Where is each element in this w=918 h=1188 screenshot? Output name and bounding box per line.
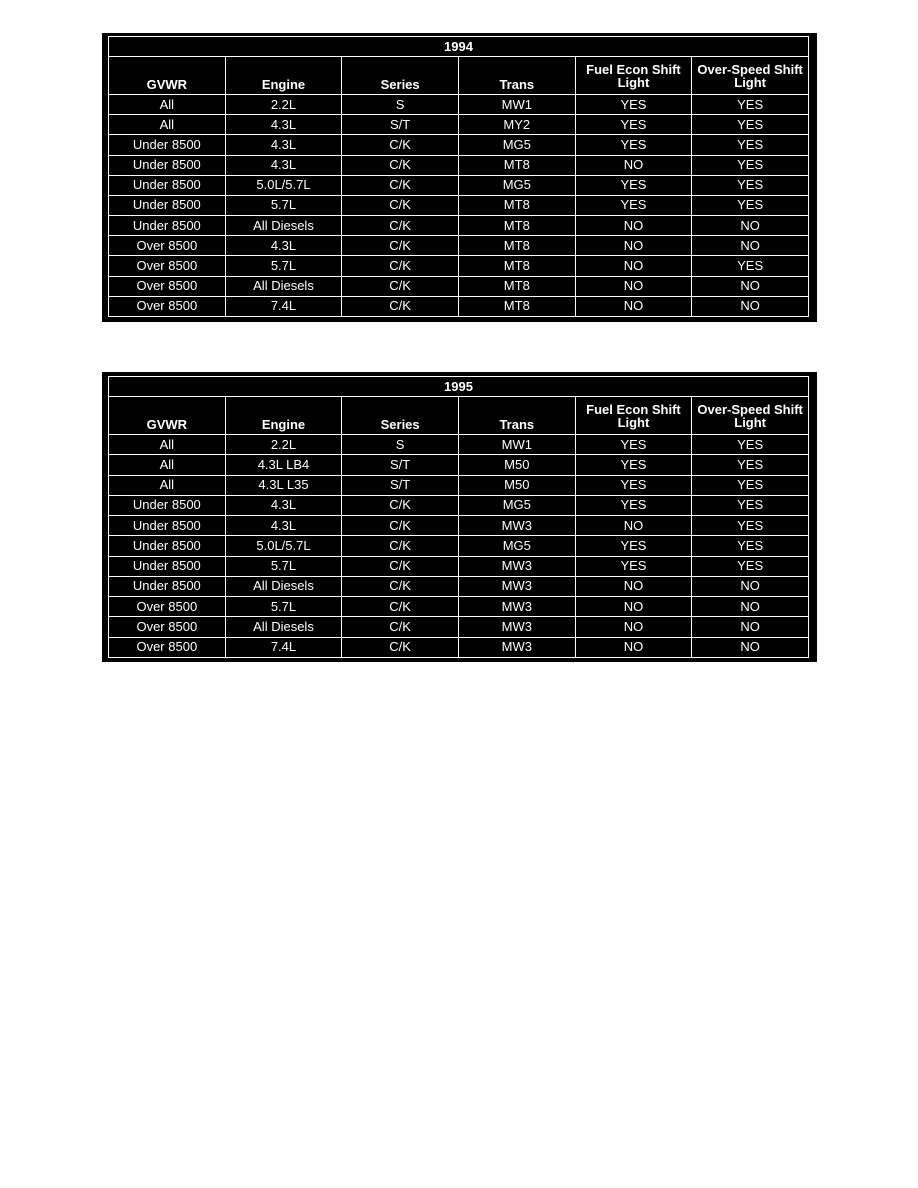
- table-row: [109, 155, 809, 175]
- cell-fuel-econ-shift-light: NO: [575, 516, 692, 536]
- cell-engine: 4.3L LB4: [225, 455, 342, 475]
- cell-over-speed-shift-light: YES: [692, 516, 809, 536]
- cell-trans: MG5: [458, 536, 575, 556]
- table-row: [109, 516, 809, 536]
- cell-fuel-econ-shift-light: NO: [575, 617, 692, 637]
- cell-fuel-econ-shift-light: NO: [575, 576, 692, 596]
- cell-over-speed-shift-light: YES: [692, 556, 809, 576]
- cell-gvwr: All: [109, 435, 226, 455]
- cell-trans: M50: [458, 455, 575, 475]
- column-header-trans: Trans: [458, 397, 575, 435]
- cell-series: S/T: [342, 475, 459, 495]
- table-row: [109, 236, 809, 256]
- cell-over-speed-shift-light: YES: [692, 435, 809, 455]
- shift-light-table-1994: [108, 36, 809, 317]
- table-body: [109, 95, 809, 317]
- cell-engine: 4.3L: [225, 516, 342, 536]
- cell-fuel-econ-shift-light: YES: [575, 556, 692, 576]
- table-row: [109, 536, 809, 556]
- cell-trans: MW3: [458, 617, 575, 637]
- cell-fuel-econ-shift-light: NO: [575, 296, 692, 316]
- cell-series: C/K: [342, 516, 459, 536]
- cell-trans: MW3: [458, 576, 575, 596]
- table-1994-panel: [102, 33, 817, 322]
- cell-over-speed-shift-light: YES: [692, 475, 809, 495]
- cell-trans: MT8: [458, 155, 575, 175]
- cell-series: S: [342, 95, 459, 115]
- cell-engine: 7.4L: [225, 637, 342, 657]
- column-header-series: Series: [342, 397, 459, 435]
- table-row: [109, 475, 809, 495]
- table-row: [109, 195, 809, 215]
- cell-engine: 2.2L: [225, 95, 342, 115]
- cell-fuel-econ-shift-light: YES: [575, 536, 692, 556]
- cell-gvwr: All: [109, 475, 226, 495]
- table-row: [109, 576, 809, 596]
- cell-trans: MW3: [458, 637, 575, 657]
- cell-engine: 4.3L: [225, 155, 342, 175]
- table-row: [109, 256, 809, 276]
- cell-engine: 7.4L: [225, 296, 342, 316]
- cell-gvwr: Over 8500: [109, 256, 226, 276]
- cell-engine: 2.2L: [225, 435, 342, 455]
- cell-trans: MG5: [458, 135, 575, 155]
- table-row: [109, 296, 809, 316]
- cell-fuel-econ-shift-light: NO: [575, 637, 692, 657]
- cell-over-speed-shift-light: NO: [692, 276, 809, 296]
- cell-engine: 5.0L/5.7L: [225, 536, 342, 556]
- cell-gvwr: Under 8500: [109, 195, 226, 215]
- cell-trans: MT8: [458, 276, 575, 296]
- column-header-fuel-econ-shift-light: Fuel Econ Shift Light: [575, 397, 692, 435]
- cell-over-speed-shift-light: YES: [692, 175, 809, 195]
- cell-gvwr: Under 8500: [109, 556, 226, 576]
- cell-engine: 5.7L: [225, 256, 342, 276]
- cell-fuel-econ-shift-light: NO: [575, 236, 692, 256]
- cell-gvwr: Under 8500: [109, 155, 226, 175]
- cell-trans: MW3: [458, 597, 575, 617]
- cell-fuel-econ-shift-light: YES: [575, 175, 692, 195]
- column-header-series: Series: [342, 57, 459, 95]
- cell-over-speed-shift-light: YES: [692, 95, 809, 115]
- cell-over-speed-shift-light: NO: [692, 637, 809, 657]
- cell-engine: 4.3L: [225, 135, 342, 155]
- cell-engine: 5.7L: [225, 195, 342, 215]
- cell-fuel-econ-shift-light: YES: [575, 435, 692, 455]
- cell-series: C/K: [342, 236, 459, 256]
- cell-trans: MT8: [458, 236, 575, 256]
- cell-trans: MW1: [458, 95, 575, 115]
- cell-gvwr: Under 8500: [109, 495, 226, 515]
- cell-gvwr: Under 8500: [109, 576, 226, 596]
- cell-over-speed-shift-light: NO: [692, 576, 809, 596]
- table-body: [109, 435, 809, 658]
- cell-fuel-econ-shift-light: YES: [575, 135, 692, 155]
- cell-engine: All Diesels: [225, 576, 342, 596]
- cell-fuel-econ-shift-light: YES: [575, 495, 692, 515]
- cell-over-speed-shift-light: YES: [692, 495, 809, 515]
- cell-series: C/K: [342, 556, 459, 576]
- cell-series: C/K: [342, 637, 459, 657]
- cell-over-speed-shift-light: YES: [692, 195, 809, 215]
- column-header-over-speed-shift-light: Over-Speed Shift Light: [692, 397, 809, 435]
- cell-series: C/K: [342, 175, 459, 195]
- cell-over-speed-shift-light: NO: [692, 296, 809, 316]
- cell-trans: MT8: [458, 256, 575, 276]
- table-row: [109, 495, 809, 515]
- cell-series: C/K: [342, 135, 459, 155]
- cell-engine: All Diesels: [225, 216, 342, 236]
- cell-series: C/K: [342, 536, 459, 556]
- cell-gvwr: Over 8500: [109, 236, 226, 256]
- cell-series: S/T: [342, 115, 459, 135]
- cell-series: S: [342, 435, 459, 455]
- cell-engine: All Diesels: [225, 276, 342, 296]
- table-year-title: 1994: [109, 37, 809, 57]
- cell-over-speed-shift-light: YES: [692, 536, 809, 556]
- table-year-title: 1995: [109, 377, 809, 397]
- table-row: [109, 115, 809, 135]
- cell-engine: 5.7L: [225, 556, 342, 576]
- cell-trans: MW3: [458, 516, 575, 536]
- column-header-trans: Trans: [458, 57, 575, 95]
- cell-series: C/K: [342, 576, 459, 596]
- cell-gvwr: Under 8500: [109, 516, 226, 536]
- table-row: [109, 455, 809, 475]
- cell-series: C/K: [342, 617, 459, 637]
- table-row: [109, 637, 809, 657]
- cell-fuel-econ-shift-light: NO: [575, 256, 692, 276]
- cell-trans: MY2: [458, 115, 575, 135]
- cell-fuel-econ-shift-light: YES: [575, 115, 692, 135]
- cell-series: C/K: [342, 195, 459, 215]
- cell-gvwr: Over 8500: [109, 597, 226, 617]
- column-header-gvwr: GVWR: [109, 397, 226, 435]
- cell-trans: MW3: [458, 556, 575, 576]
- column-header-gvwr: GVWR: [109, 57, 226, 95]
- cell-engine: 4.3L: [225, 495, 342, 515]
- table-row: [109, 135, 809, 155]
- cell-over-speed-shift-light: YES: [692, 155, 809, 175]
- cell-engine: All Diesels: [225, 617, 342, 637]
- cell-over-speed-shift-light: YES: [692, 135, 809, 155]
- cell-engine: 5.0L/5.7L: [225, 175, 342, 195]
- cell-fuel-econ-shift-light: NO: [575, 155, 692, 175]
- cell-gvwr: Under 8500: [109, 536, 226, 556]
- cell-over-speed-shift-light: NO: [692, 236, 809, 256]
- cell-gvwr: All: [109, 95, 226, 115]
- shift-light-table-1995: [108, 376, 809, 658]
- cell-series: C/K: [342, 216, 459, 236]
- cell-engine: 4.3L: [225, 236, 342, 256]
- cell-engine: 5.7L: [225, 597, 342, 617]
- cell-over-speed-shift-light: NO: [692, 597, 809, 617]
- column-header-engine: Engine: [225, 397, 342, 435]
- cell-trans: M50: [458, 475, 575, 495]
- table-row: [109, 435, 809, 455]
- cell-gvwr: Over 8500: [109, 296, 226, 316]
- cell-over-speed-shift-light: YES: [692, 256, 809, 276]
- cell-series: C/K: [342, 495, 459, 515]
- cell-fuel-econ-shift-light: YES: [575, 95, 692, 115]
- cell-gvwr: Over 8500: [109, 637, 226, 657]
- cell-fuel-econ-shift-light: NO: [575, 597, 692, 617]
- cell-fuel-econ-shift-light: YES: [575, 195, 692, 215]
- cell-gvwr: Under 8500: [109, 216, 226, 236]
- cell-over-speed-shift-light: YES: [692, 115, 809, 135]
- cell-trans: MG5: [458, 495, 575, 515]
- table-row: [109, 95, 809, 115]
- cell-over-speed-shift-light: YES: [692, 455, 809, 475]
- cell-fuel-econ-shift-light: NO: [575, 276, 692, 296]
- cell-fuel-econ-shift-light: YES: [575, 455, 692, 475]
- column-header-fuel-econ-shift-light: Fuel Econ Shift Light: [575, 57, 692, 95]
- cell-gvwr: Over 8500: [109, 276, 226, 296]
- cell-trans: MT8: [458, 216, 575, 236]
- cell-fuel-econ-shift-light: YES: [575, 475, 692, 495]
- cell-gvwr: Under 8500: [109, 175, 226, 195]
- cell-series: C/K: [342, 256, 459, 276]
- cell-gvwr: All: [109, 455, 226, 475]
- table-row: [109, 216, 809, 236]
- cell-series: S/T: [342, 455, 459, 475]
- table-row: [109, 175, 809, 195]
- table-row: [109, 276, 809, 296]
- cell-over-speed-shift-light: NO: [692, 216, 809, 236]
- cell-series: C/K: [342, 155, 459, 175]
- cell-engine: 4.3L: [225, 115, 342, 135]
- cell-gvwr: Under 8500: [109, 135, 226, 155]
- cell-series: C/K: [342, 597, 459, 617]
- cell-gvwr: Over 8500: [109, 617, 226, 637]
- cell-series: C/K: [342, 296, 459, 316]
- column-header-engine: Engine: [225, 57, 342, 95]
- cell-trans: MW1: [458, 435, 575, 455]
- cell-trans: MT8: [458, 195, 575, 215]
- cell-trans: MG5: [458, 175, 575, 195]
- cell-gvwr: All: [109, 115, 226, 135]
- table-1995-panel: [102, 372, 817, 662]
- cell-trans: MT8: [458, 296, 575, 316]
- cell-series: C/K: [342, 276, 459, 296]
- cell-engine: 4.3L L35: [225, 475, 342, 495]
- table-row: [109, 556, 809, 576]
- table-row: [109, 617, 809, 637]
- table-row: [109, 597, 809, 617]
- column-header-over-speed-shift-light: Over-Speed Shift Light: [692, 57, 809, 95]
- cell-fuel-econ-shift-light: NO: [575, 216, 692, 236]
- cell-over-speed-shift-light: NO: [692, 617, 809, 637]
